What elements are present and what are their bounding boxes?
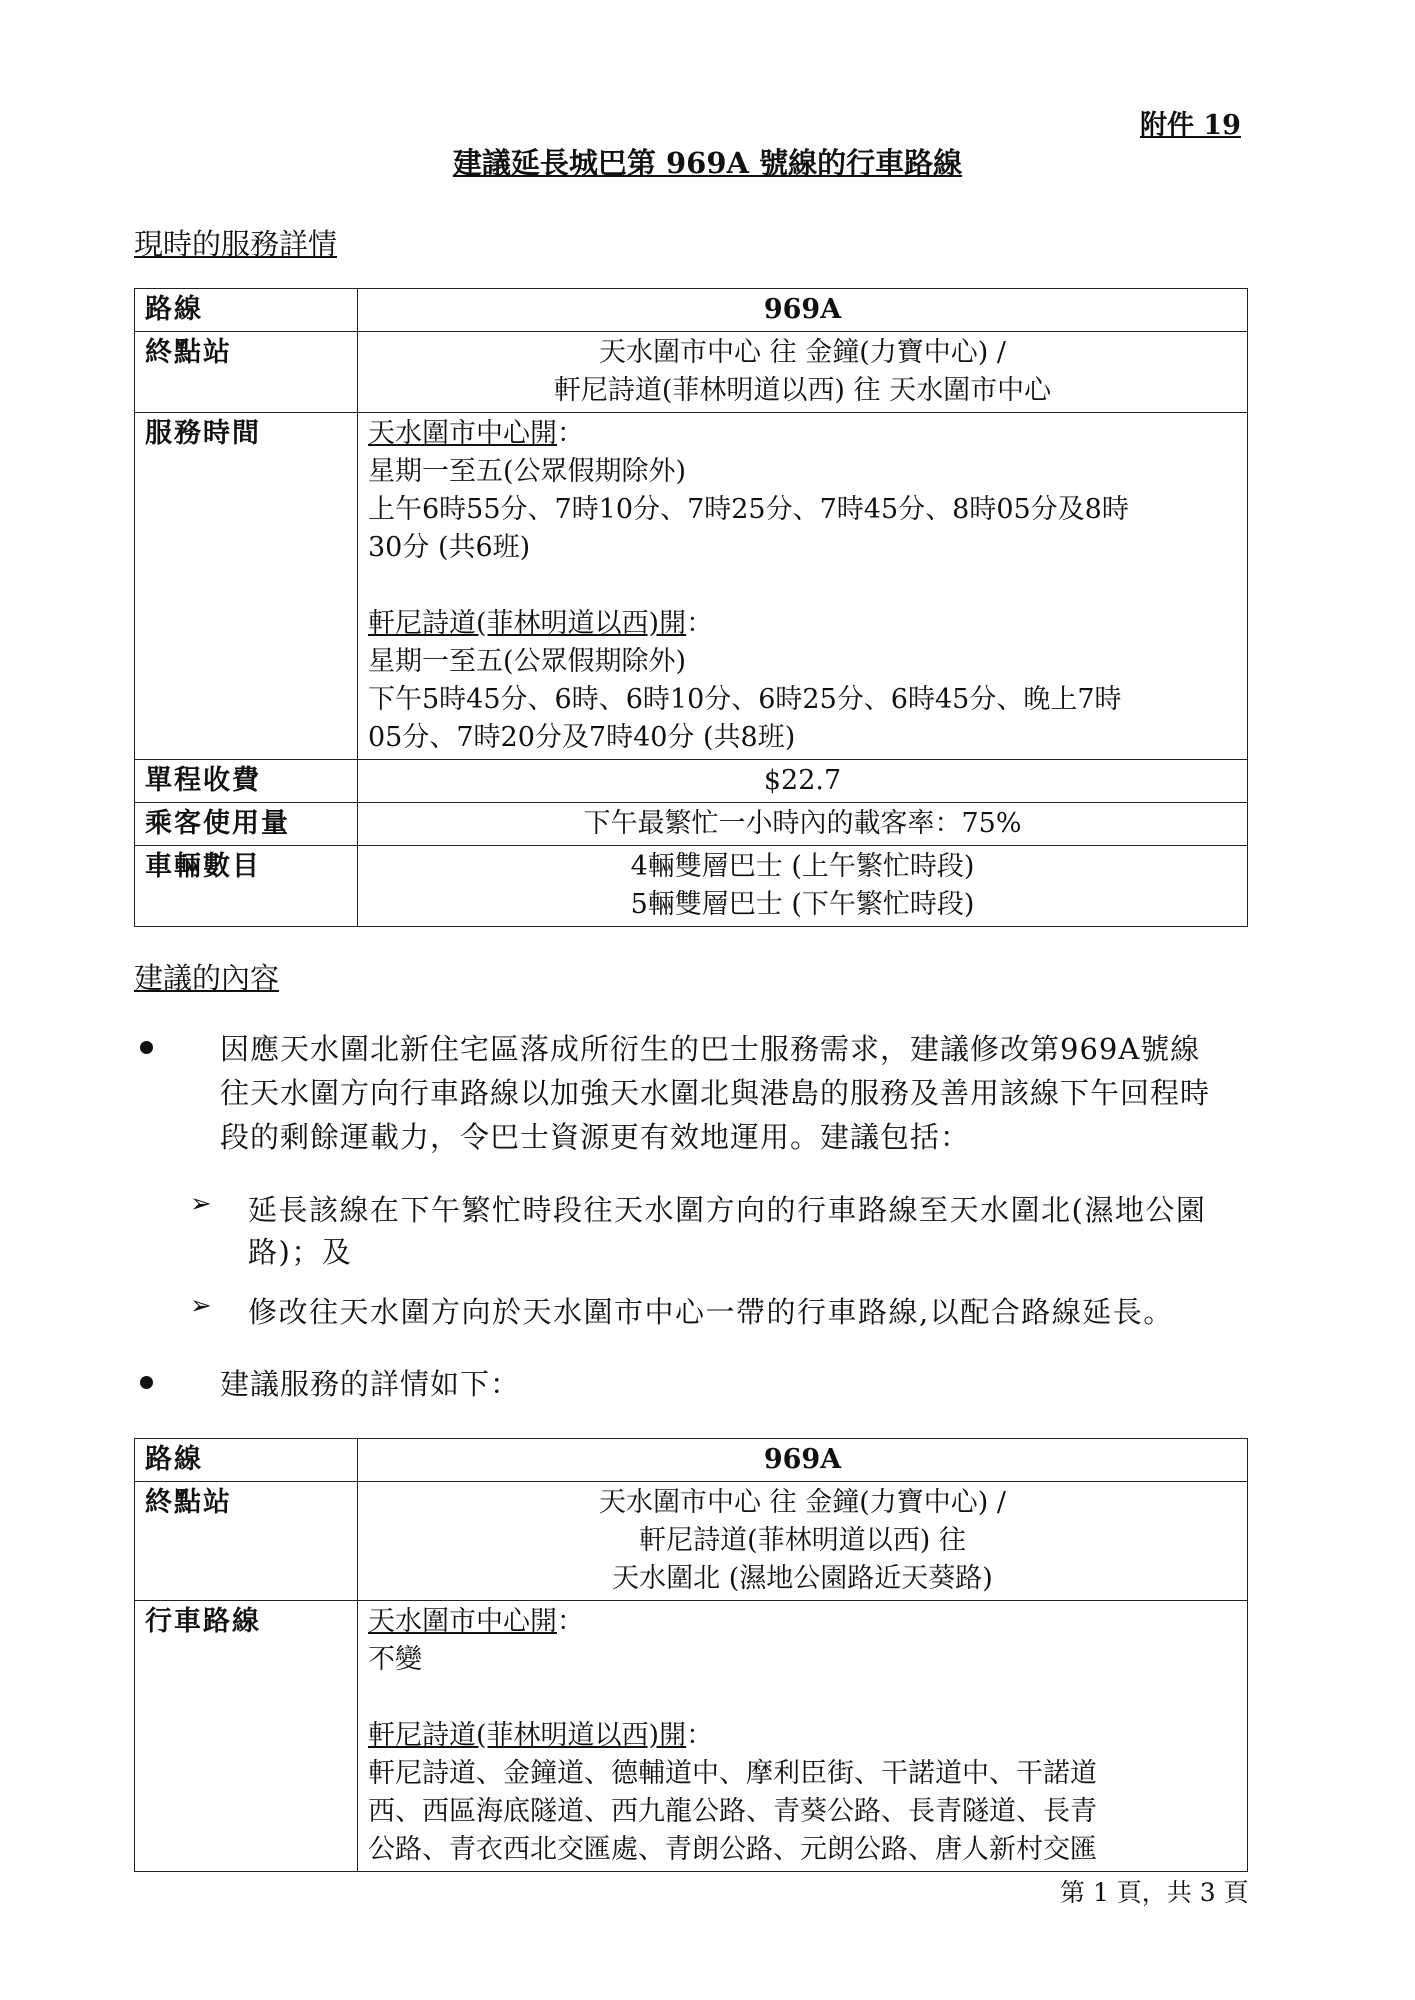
proposed-service-table [134, 1438, 1248, 1872]
routing-text: 軒尼詩道、金鐘道、德輔道中、摩利臣街、干諾道中、干諾道 [368, 1758, 1097, 1789]
routing-label: 行車路線 [135, 1601, 358, 1872]
terminus-line: 軒尼詩道(菲林明道以西) 往 [639, 1525, 966, 1556]
route-label: 路線 [135, 289, 358, 332]
bullet-icon [140, 1376, 153, 1389]
table-row [135, 803, 1248, 846]
departure-times: 30分 (共6班) [368, 532, 531, 563]
fare-value: $22.7 [358, 760, 1248, 803]
route-value: 969A [358, 1439, 1248, 1482]
routing-text: 不變 [368, 1644, 422, 1675]
service-days: 星期一至五(公眾假期除外) [368, 646, 687, 677]
terminus-line: 天水圍市中心 往 金鐘(力寶中心) / [599, 337, 1006, 368]
vehicles-line: 5輛雙層巴士 (下午繁忙時段) [630, 889, 975, 920]
table-row [135, 846, 1248, 927]
departure-heading: 軒尼詩道(菲林明道以西)開： [368, 608, 714, 639]
terminus-label: 終點站 [135, 1482, 358, 1601]
usage-label: 乘客使用量 [135, 803, 358, 846]
bullet-text: 建議服務的詳情如下： [220, 1367, 521, 1401]
departure-heading: 天水圍市中心開： [368, 418, 584, 449]
routing-value [358, 1601, 1248, 1872]
arrow-bullet-icon: ➢ [190, 1291, 212, 1321]
sub-item-text: 延長該線在下午繁忙時段往天水圍方向的行車路線至天水圍北(濕地公園路)；及 [248, 1193, 1207, 1269]
table-row [135, 1439, 1248, 1482]
table-row [135, 1601, 1248, 1872]
routing-text: 西、西區海底隧道、西九龍公路、青葵公路、長青隧道、長青 [368, 1796, 1097, 1827]
document-title: 建議延長城巴第 969A 號線的行車路線 [452, 146, 963, 180]
table-row [135, 1482, 1248, 1601]
fare-label: 單程收費 [135, 760, 358, 803]
terminus-line: 天水圍市中心 往 金鐘(力寶中心) / [599, 1487, 1006, 1518]
page-number: 第 1 頁，共 3 頁 [1060, 1878, 1249, 1907]
departure-times: 05分、7時20分及7時40分 (共8班) [368, 722, 796, 753]
vehicles-label: 車輛數目 [135, 846, 358, 927]
terminus-value [358, 332, 1248, 413]
table-row [135, 760, 1248, 803]
terminus-label: 終點站 [135, 332, 358, 413]
departure-heading: 天水圍市中心開： [368, 1606, 584, 1637]
routing-text: 公路、青衣西北交匯處、青朗公路、元朗公路、唐人新村交匯 [368, 1834, 1097, 1865]
sub-item-text: 修改往天水圍方向於天水圍市中心一帶的行車路線,以配合路線延長。 [248, 1295, 1174, 1329]
terminus-line: 軒尼詩道(菲林明道以西) 往 天水圍市中心 [553, 375, 1052, 406]
arrow-bullet-icon: ➢ [190, 1189, 212, 1219]
service-hours-label: 服務時間 [135, 413, 358, 760]
annex-label: 附件 19 [1140, 110, 1241, 141]
current-service-heading: 現時的服務詳情 [134, 227, 338, 261]
proposal-heading: 建議的內容 [134, 961, 280, 995]
table-row [135, 332, 1248, 413]
terminus-value [358, 1482, 1248, 1601]
service-days: 星期一至五(公眾假期除外) [368, 456, 687, 487]
current-service-table [134, 288, 1248, 927]
vehicles-value [358, 846, 1248, 927]
table-row [135, 413, 1248, 760]
table-row [135, 289, 1248, 332]
departure-times: 上午6時55分、7時10分、7時25分、7時45分、8時05分及8時 [368, 494, 1129, 525]
usage-value: 下午最繁忙一小時內的載客率：75% [358, 803, 1248, 846]
vehicles-line: 4輛雙層巴士 (上午繁忙時段) [630, 851, 975, 882]
route-value: 969A [358, 289, 1248, 332]
bullet-text: 因應天水圍北新住宅區落成所衍生的巴士服務需求，建議修改第969A號線往天水圍方向行車路線以加強天水圍北與港島的服務及善用該線下午回程時段的剩餘運載力，令巴士資源更有效地運用。建議包括： [220, 1032, 1211, 1154]
service-hours-value [358, 413, 1248, 760]
terminus-line: 天水圍北 (濕地公園路近天葵路) [612, 1563, 993, 1594]
departure-heading: 軒尼詩道(菲林明道以西)開： [368, 1720, 714, 1751]
departure-times: 下午5時45分、6時、6時10分、6時25分、6時45分、晚上7時 [368, 684, 1122, 715]
route-label: 路線 [135, 1439, 358, 1482]
bullet-icon [140, 1041, 153, 1054]
